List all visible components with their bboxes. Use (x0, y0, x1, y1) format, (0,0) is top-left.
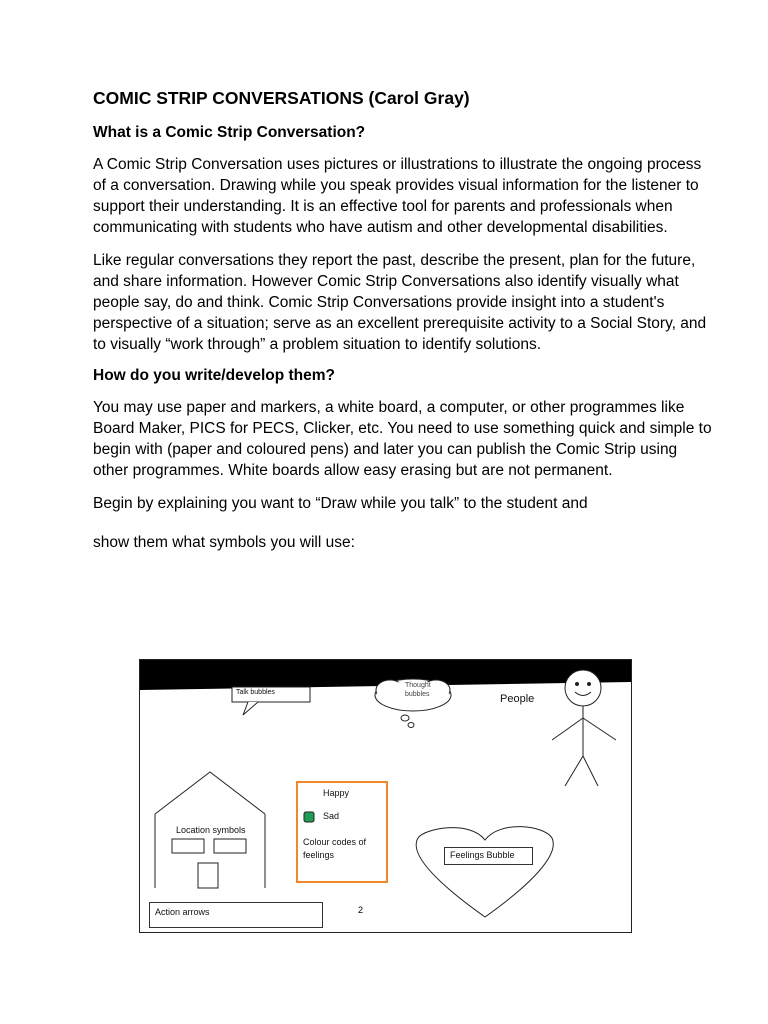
document-title: COMIC STRIP CONVERSATIONS (Carol Gray) (93, 88, 470, 108)
symbols-figure (139, 659, 632, 933)
figure-page-number: 2 (358, 905, 364, 915)
colour-codes-label-line1: Colour codes of (303, 837, 367, 847)
colour-codes-label-line2: feelings (303, 850, 335, 860)
action-arrows-box (149, 902, 323, 928)
heading-how-to: How do you write/develop them? (93, 367, 335, 384)
thought-label-line1: Thought (405, 682, 431, 689)
sad-label: Sad (323, 811, 340, 821)
paragraph-symbols-intro: show them what symbols you will use: (93, 534, 355, 551)
text-column (93, 88, 713, 565)
symbols-figure-drawing (140, 660, 631, 932)
stick-person-icon (552, 670, 616, 786)
paragraph-purpose: Like regular conversations they report the past, describe the present, plan for the future, and share information. However Comic Strip Conversations also identify visually what people say, do and think. Comic Strip Conversations provide insight into a student's perspective of a situation; serve as an excellent prerequisite activity to a Social Story, and to visually “work through” a problem situation to identify solutions. (93, 252, 707, 353)
happy-label: Happy (323, 788, 350, 798)
paragraph-materials: You may use paper and markers, a white board, a computer, or other programmes like Board Maker, PICS for PECS, Clicker, etc. You need to use something quick and simple to begin with (paper and coloured pens) and later you can publish the Comic Strip using other programmes. White boards allow easy erasing but are not permanent. (93, 399, 712, 479)
heading-what-is: What is a Comic Strip Conversation? (93, 124, 366, 141)
people-label: People (500, 693, 535, 705)
feelings-bubble-label: Feelings Bubble (450, 850, 515, 860)
talk-bubble-tail-icon (243, 702, 258, 715)
location-symbols-label: Location symbols (176, 825, 246, 835)
action-arrows-label: Action arrows (155, 907, 210, 917)
paragraph-definition: A Comic Strip Conversation uses pictures or illustrations to illustrate the ongoing process of a conversation. Drawing while you speak provides visual information for the listener to support their understanding. It is an effective tool for parents and professionals when communicating with students who have autism and other developmental disabilities. (93, 156, 702, 236)
heart-icon (416, 827, 553, 917)
paragraph-begin: Begin by explaining you want to “Draw while you talk” to the student and (93, 495, 588, 512)
feelings-bubble-box (444, 847, 533, 865)
sad-swatch-icon (304, 812, 314, 822)
talk-bubbles-label: Talk bubbles (236, 689, 275, 696)
thought-label-line2: bubbles (405, 691, 430, 698)
